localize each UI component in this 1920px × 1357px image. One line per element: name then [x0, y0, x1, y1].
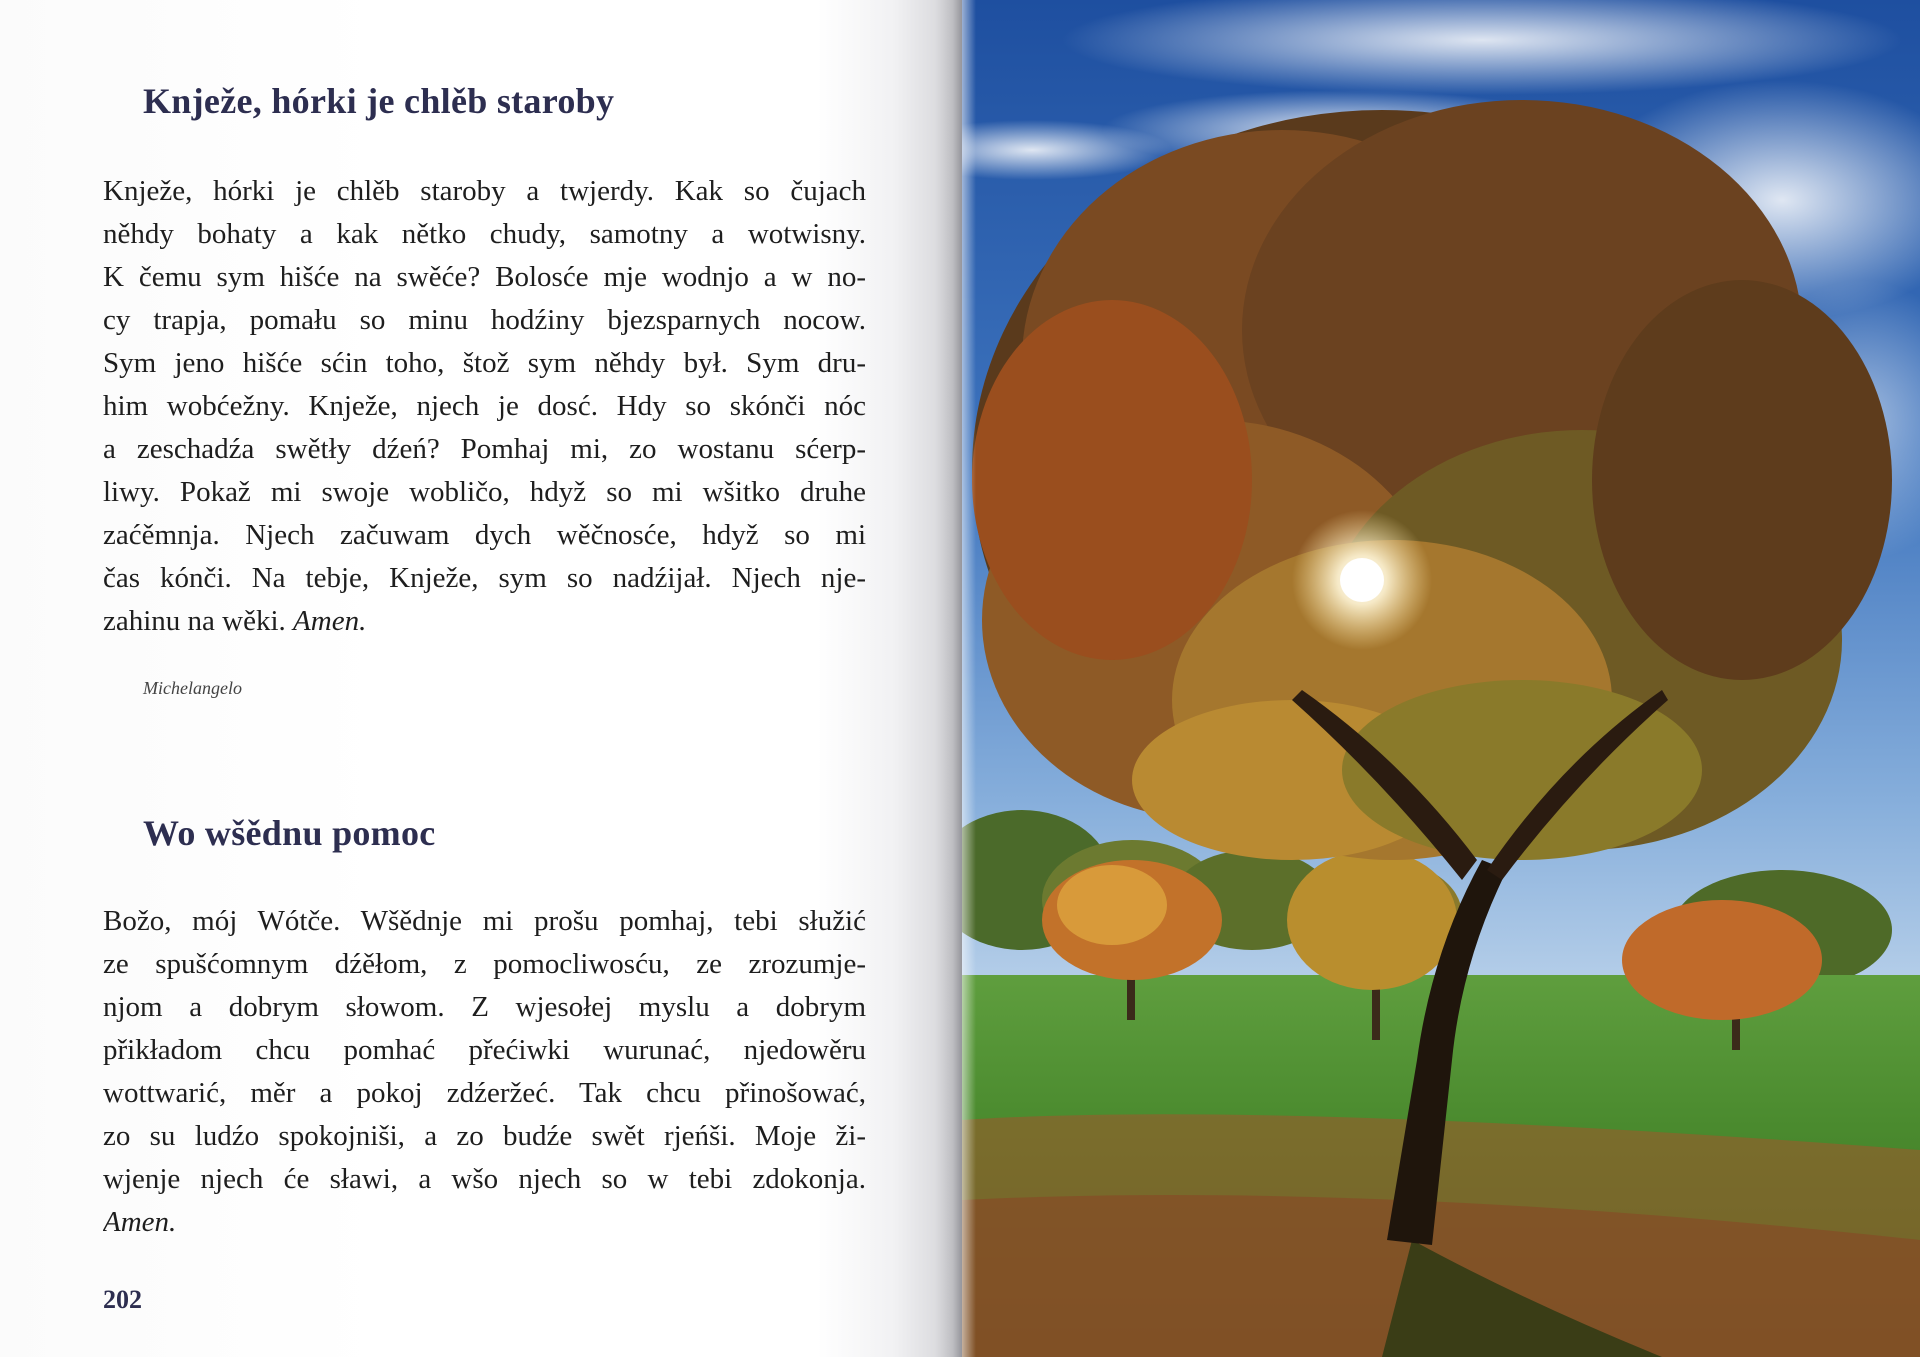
book-gutter-shadow — [935, 0, 965, 1357]
photo-illustration — [962, 0, 1920, 1357]
text-line: ze spušćomnym dźěłom, z pomocliwosću, ze zrozumje- — [103, 948, 866, 980]
text-line: zaćěmnja. Njech začuwam dych wěčnosće, hdyž so mi — [103, 519, 866, 551]
text-line: him wobćežny. Knježe, njech je dosć. Hdy so skónči nóc — [103, 390, 866, 422]
text-line: njom a dobrym słowom. Z wjesołej myslu a dobrym — [103, 991, 866, 1023]
text-line: wjenje njech će sławi, a wšo njech so w tebi zdokonja. — [103, 1163, 866, 1195]
text-line: zo su ludźo spokojniši, a zo budźe swět rjeńši. Moje ži- — [103, 1120, 866, 1152]
text-line: Sym jeno hišće sćin toho, štož sym něhdy był. Sym dru- — [103, 347, 866, 379]
prayer-text-2 — [103, 900, 866, 1244]
text-line: cy trapja, pomału so minu hodźiny bjezsparnych nocow. — [103, 304, 866, 336]
text-line: přikładom chcu pomhać přećiwki wurunać, njedowěru — [103, 1034, 866, 1066]
text-line-content: zahinu na wěki. — [103, 605, 286, 637]
prayer-title-1: Knježe, hórki je chlěb staroby — [143, 81, 615, 121]
text-line: Božo, mój Wótče. Wšědnje mi prošu pomhaj, tebi słužić — [103, 905, 866, 937]
text-line: liwy. Pokaž mi swoje wobličo, hdyž so mi wšitko druhe — [103, 476, 866, 508]
text-line: Knježe, hórki je chlěb staroby a twjerdy. Kak so čujach — [103, 175, 866, 207]
text-line: a zeschadźa swětły dźeń? Pomhaj mi, zo wostanu sćerp- — [103, 433, 866, 465]
page-number: 202 — [103, 1285, 142, 1314]
prayer-title-2: Wo wšědnu pomoc — [143, 813, 436, 853]
text-line: wottwarić, měr a pokoj zdźeržeć. Tak chcu přinošować, — [103, 1077, 866, 1109]
text-line: něhdy bohaty a kak nětko chudy, samotny a wotwisny. — [103, 218, 866, 250]
page-edge-highlight — [962, 0, 976, 1357]
attribution: Michelangelo — [143, 678, 242, 698]
text-line-final — [103, 600, 866, 643]
autumn-tree-photo — [962, 0, 1920, 1357]
text-line-final — [103, 1201, 866, 1244]
amen-2: Amen. — [103, 1206, 177, 1238]
text-line: K čemu sym hišće na swěće? Bolosće mje wodnjo a w no- — [103, 261, 866, 293]
text-line: čas kónči. Na tebje, Knježe, sym so nadźijał. Njech nje- — [103, 562, 866, 594]
prayer-text-1 — [103, 170, 866, 643]
amen-1: Amen. — [293, 605, 367, 637]
